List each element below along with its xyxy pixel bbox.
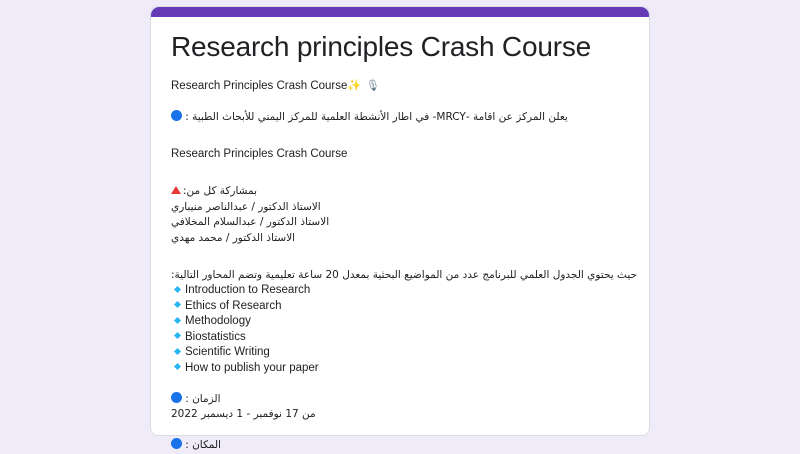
blue-circle-icon	[171, 110, 182, 121]
blue-diamond-icon	[174, 301, 181, 308]
topic-item: Introduction to Research	[171, 283, 629, 299]
participation-line	[171, 184, 629, 200]
participation-label: بمشاركة كل من:	[183, 185, 258, 197]
blue-circle-icon	[171, 392, 182, 403]
topic-item: Scientific Writing	[171, 345, 629, 361]
instructor-item: الاستاذ الدكتور / محمد مهدي	[171, 231, 296, 244]
red-triangle-icon	[171, 186, 181, 194]
date-line	[171, 407, 629, 423]
blue-diamond-icon	[174, 332, 181, 339]
schedule-intro-text: حيث يحتوي الجدول العلمي للبرنامج عدد من المواضيع البحثية بمعدل 20 ساعة تعليمية وتضم المحاور التالية:	[171, 268, 637, 281]
blue-diamond-icon	[174, 348, 181, 355]
blue-diamond-icon	[174, 317, 181, 324]
instructor-item: الاستاذ الدكتور / عبدالسلام المخلافي	[171, 216, 330, 228]
subtitle-line	[171, 79, 629, 95]
form-header-card	[150, 6, 650, 451]
topic-item: How to publish your paper	[171, 361, 629, 377]
subtitle-text: Research Principles Crash Course✨	[171, 80, 362, 92]
form-content	[171, 29, 637, 454]
form-title: Research principles Crash Course	[171, 31, 591, 62]
course-name-text: Research Principles Crash Course	[171, 148, 348, 160]
intro-text: يعلن المركز عن اقامة -MRCY- في اطار الأنشطة العلمية للمركز اليمني للأبحاث الطبية :	[185, 111, 568, 123]
blue-diamond-icon	[174, 363, 181, 370]
topic-item: Methodology	[171, 314, 629, 330]
form-description	[171, 79, 637, 454]
blue-diamond-icon	[174, 286, 181, 293]
topic-item: Ethics of Research	[171, 299, 629, 315]
form-accent-bar	[151, 7, 649, 17]
schedule-intro-line	[171, 268, 637, 284]
time-label: الزمان :	[185, 392, 221, 405]
place-label-line	[171, 438, 629, 454]
course-name-line	[171, 147, 629, 163]
blue-circle-icon	[171, 438, 182, 449]
date-text: من 17 نوفمبر - 1 ديسمبر 2022	[171, 408, 316, 420]
microphone-icon: 🎙	[365, 80, 380, 92]
instructor-item: الاستاذ الدكتور / عبدالناصر منيباري	[171, 200, 321, 213]
place-label: المكان :	[185, 439, 221, 451]
time-label-line	[171, 392, 629, 408]
intro-line	[171, 110, 629, 126]
topic-item: Biostatistics	[171, 330, 629, 346]
